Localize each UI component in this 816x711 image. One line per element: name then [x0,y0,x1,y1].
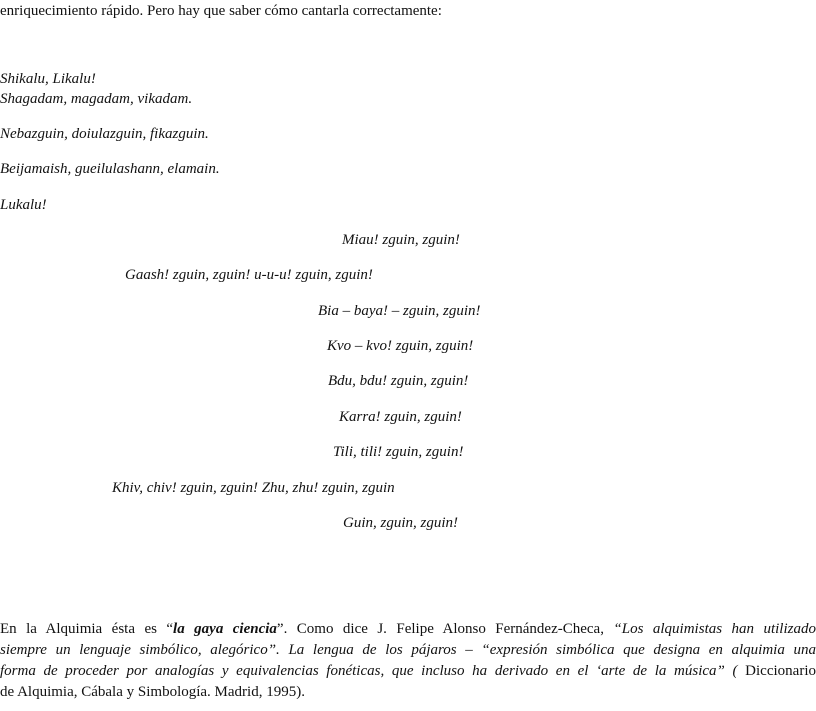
alchemy-paragraph [0,619,816,703]
song-line-4: Kvo – kvo! zguin, zguin! [327,338,474,354]
dictionary-title-start: Diccionario [737,663,816,679]
intro-line: enriquecimiento rápido. Pero hay que saber cómo cantarla correctamente: [0,3,442,19]
verse-line-3: Nebazguin, doiulazguin, fikazguin. [0,126,209,142]
verse-line-2: Shagadam, magadam, vikadam. [0,91,193,107]
song-line-3: Bia – baya! – zguin, zguin! [318,303,481,319]
paragraph-row-1 [0,619,816,640]
song-line-8: Khiv, chiv! zguin, zguin! Zhu, zhu! zguin, zguin [112,480,395,496]
paragraph-text-1: En la Alquimia ésta es “ [0,621,174,637]
verse-line-4: Beijamaish, gueilulashann, elamain. [0,161,220,177]
verse-line-5: Lukalu! [0,197,47,213]
song-line-5: Bdu, bdu! zguin, zguin! [328,373,469,389]
song-line-7: Tili, tili! zguin, zguin! [333,444,464,460]
paragraph-row-3 [0,661,816,682]
song-line-9: Guin, zguin, zguin! [343,515,459,531]
quote-text-1: “Los alquimistas han utilizado [613,621,816,637]
song-line-2: Gaash! zguin, zguin! u-u-u! zguin, zguin! [125,267,373,283]
paragraph-text-2: ”. Como dice J. Felipe Alonso Fernández-Checa, [276,621,614,637]
song-line-1: Miau! zguin, zguin! [342,232,460,248]
verse-line-1: Shikalu, Likalu! [0,71,96,87]
paragraph-row-2: siempre un lenguaje simbólico, alegórico”. La lengua de los pájaros – “expresión simbólica que designa en alquimia una [0,642,816,658]
gaya-ciencia-emphasis: la gaya ciencia [173,621,277,637]
quote-text-2: forma de proceder por analogías y equivalencias fonéticas, que incluso ha derivado en el ‘arte de la música” ( [0,663,738,679]
song-line-6: Karra! zguin, zguin! [339,409,462,425]
paragraph-row-4: de Alquimia, Cábala y Simbología. Madrid, 1995). [0,684,305,700]
